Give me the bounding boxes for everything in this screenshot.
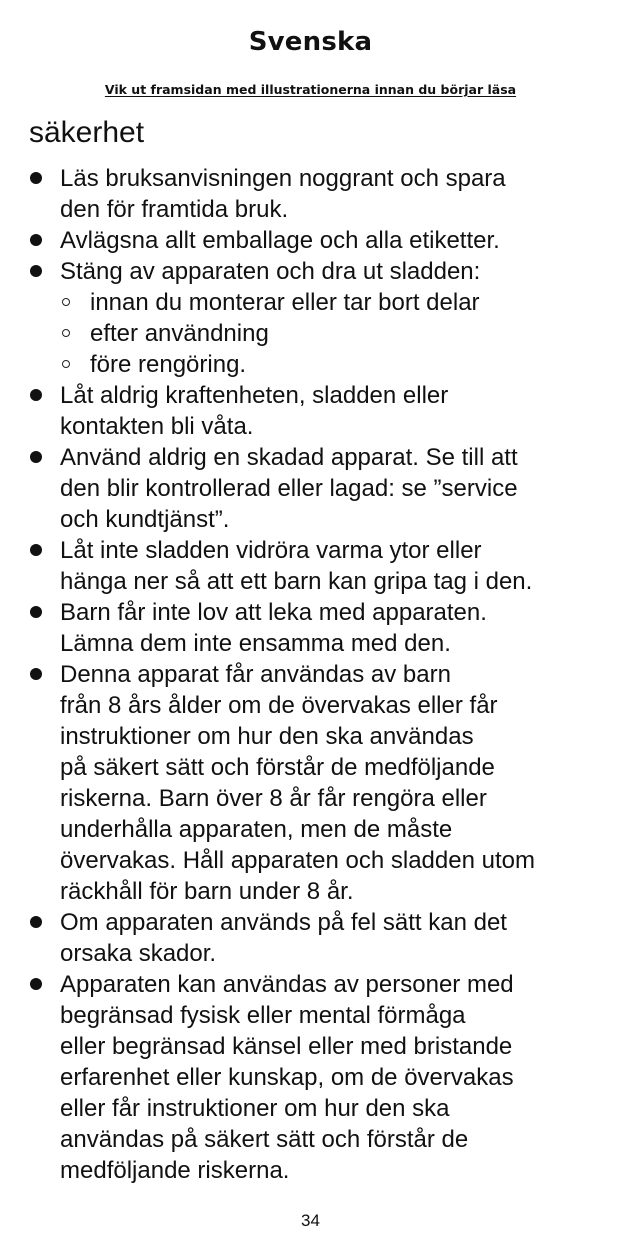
bullet-icon xyxy=(30,668,42,680)
list-item-line: räckhåll för barn under 8 år. xyxy=(60,878,354,905)
list-item xyxy=(29,659,609,907)
list-item-line: på säkert sätt och förstår de medföljande xyxy=(60,754,495,781)
page-subtitle: Vik ut framsidan med illustrationerna innan du börjar läsa xyxy=(104,82,517,97)
circle-bullet-icon xyxy=(62,329,70,337)
list-item-line: begränsad fysisk eller mental förmåga xyxy=(60,1002,466,1029)
list-item-line: användas på säkert sätt och förstår de xyxy=(60,1126,469,1153)
list-item xyxy=(29,969,609,1186)
list-item xyxy=(29,597,609,659)
list-item-line: från 8 års ålder om de övervakas eller får xyxy=(60,692,498,719)
list-item-line: och kundtjänst”. xyxy=(60,506,230,533)
sub-list-item xyxy=(60,349,609,380)
page-number: 34 xyxy=(301,1211,320,1230)
list-item-line: Avlägsna allt emballage och alla etiketter. xyxy=(60,227,500,254)
sub-list-item-text: före rengöring. xyxy=(90,351,247,378)
list-item-line: Låt aldrig kraftenheten, sladden eller xyxy=(60,382,449,409)
list-item-line: kontakten bli våta. xyxy=(60,413,254,440)
bullet-icon xyxy=(30,265,42,277)
safety-list xyxy=(29,163,609,1186)
section-heading: säkerhet xyxy=(29,116,145,149)
list-item-line: eller begränsad känsel eller med bristande xyxy=(60,1033,513,1060)
page-title: Svenska xyxy=(248,27,373,57)
bullet-icon xyxy=(30,916,42,928)
bullet-icon xyxy=(30,606,42,618)
list-item-line: erfarenhet eller kunskap, om de övervakas xyxy=(60,1064,514,1091)
list-item-line: medföljande riskerna. xyxy=(60,1157,290,1184)
bullet-icon xyxy=(30,172,42,184)
list-item xyxy=(29,442,609,535)
list-item xyxy=(29,380,609,442)
list-item-line: Låt inte sladden vidröra varma ytor eller xyxy=(60,537,482,564)
list-item-line: övervakas. Håll apparaten och sladden utom xyxy=(60,847,535,874)
circle-bullet-icon xyxy=(62,360,70,368)
list-item-line: Använd aldrig en skadad apparat. Se till att xyxy=(60,444,518,471)
bullet-icon xyxy=(30,978,42,990)
bullet-icon xyxy=(30,389,42,401)
list-item xyxy=(29,256,609,380)
list-item-line: den blir kontrollerad eller lagad: se ”service xyxy=(60,475,518,502)
sub-list-item-text: innan du monterar eller tar bort delar xyxy=(90,289,480,316)
list-item-line: Apparaten kan användas av personer med xyxy=(60,971,514,998)
list-item-line: riskerna. Barn över 8 år får rengöra eller xyxy=(60,785,487,812)
list-item-line: underhålla apparaten, men de måste xyxy=(60,816,453,843)
list-item xyxy=(29,907,609,969)
list-item-line: Stäng av apparaten och dra ut sladden: xyxy=(60,258,481,285)
list-item-line: eller får instruktioner om hur den ska xyxy=(60,1095,450,1122)
list-item-line: hänga ner så att ett barn kan gripa tag i den. xyxy=(60,568,533,595)
list-item-line: Barn får inte lov att leka med apparaten. xyxy=(60,599,487,626)
sub-list-item-text: efter användning xyxy=(90,320,269,347)
list-item-line: den för framtida bruk. xyxy=(60,196,289,223)
list-item xyxy=(29,163,609,225)
list-item-line: orsaka skador. xyxy=(60,940,217,967)
list-item xyxy=(29,225,609,256)
sub-list-item xyxy=(60,318,609,349)
bullet-icon xyxy=(30,234,42,246)
list-item-line: Lämna dem inte ensamma med den. xyxy=(60,630,451,657)
list-item-line: Om apparaten används på fel sätt kan det xyxy=(60,909,507,936)
list-item-line: Läs bruksanvisningen noggrant och spara xyxy=(60,165,506,192)
bullet-icon xyxy=(30,451,42,463)
list-item-line: instruktioner om hur den ska användas xyxy=(60,723,474,750)
bullet-icon xyxy=(30,544,42,556)
circle-bullet-icon xyxy=(62,298,70,306)
list-item xyxy=(29,535,609,597)
sub-list xyxy=(60,287,609,380)
sub-list-item xyxy=(60,287,609,318)
list-item-line: Denna apparat får användas av barn xyxy=(60,661,451,688)
